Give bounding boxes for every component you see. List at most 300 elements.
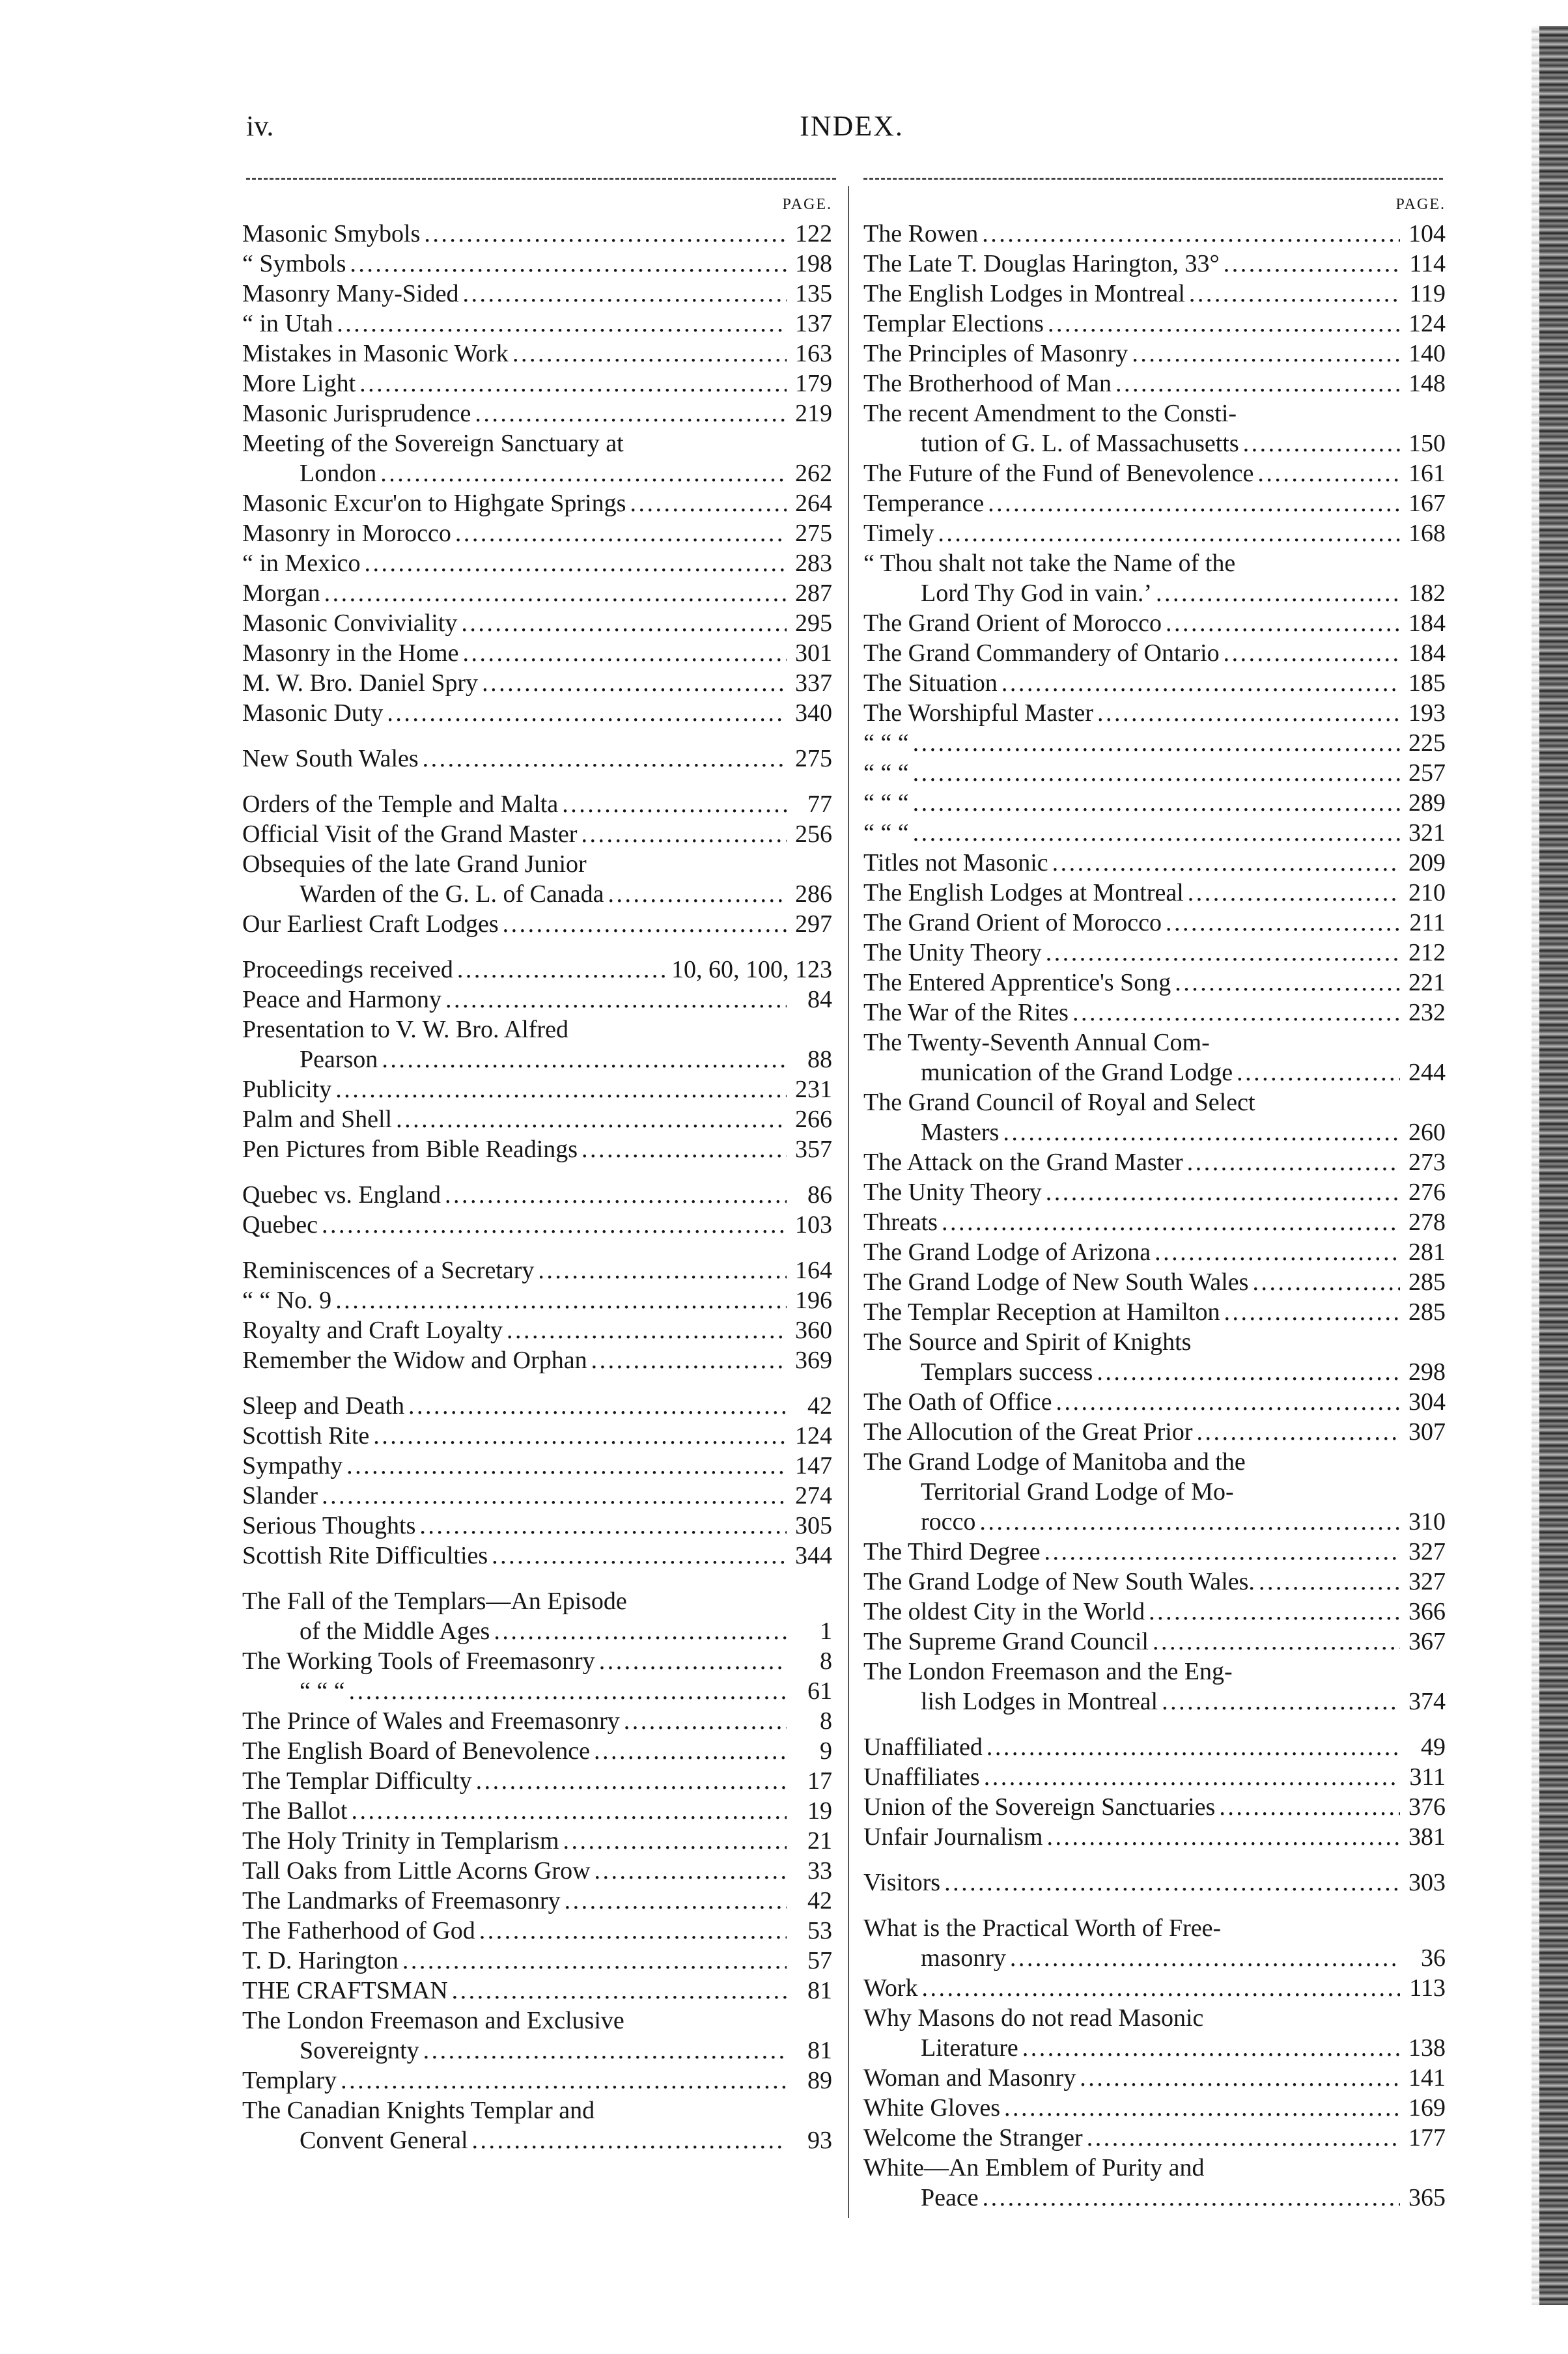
dot-leader xyxy=(1097,1357,1400,1387)
entry-page: 167 xyxy=(1408,490,1446,517)
index-entry xyxy=(863,878,1446,908)
index-entry xyxy=(863,2183,1446,2213)
entry-page: 274 xyxy=(795,1482,832,1509)
entry-page: 321 xyxy=(1408,819,1446,847)
entry-page: 344 xyxy=(795,1542,832,1569)
entry-page: 19 xyxy=(807,1797,832,1825)
entry-page: 286 xyxy=(795,880,832,908)
entry-title: Reminiscences of a Secretary xyxy=(242,1257,535,1284)
dot-leader xyxy=(1080,2063,1400,2093)
entry-title: Templary xyxy=(242,2067,337,2094)
index-entry-line: The Grand Lodge of Manitoba and the xyxy=(863,1448,1246,1476)
dot-leader xyxy=(1097,698,1400,728)
index-entry xyxy=(242,1180,832,1210)
index-entry xyxy=(242,1706,832,1736)
entry-title: “ Symbols xyxy=(242,250,346,277)
entry-page: 283 xyxy=(795,550,832,577)
dot-leader xyxy=(455,518,787,548)
dot-leader xyxy=(979,1507,1400,1537)
entry-page: 196 xyxy=(795,1287,832,1314)
left-header-rule xyxy=(246,178,836,180)
index-entry xyxy=(863,219,1446,249)
dot-leader xyxy=(1001,668,1400,698)
index-entry xyxy=(242,578,832,608)
index-entry xyxy=(863,968,1446,998)
entry-page: 9 xyxy=(820,1737,832,1765)
dot-leader xyxy=(380,458,787,488)
entry-page: 42 xyxy=(807,1887,832,1914)
dot-leader xyxy=(445,1180,787,1210)
entry-title: The Unity Theory xyxy=(863,1179,1042,1206)
index-entry xyxy=(863,1177,1446,1207)
dot-leader xyxy=(475,399,787,428)
entry-page: 135 xyxy=(795,280,832,307)
entry-title: Palm and Shell xyxy=(242,1106,393,1133)
index-entry-line: “ Thou shalt not take the Name of the xyxy=(863,550,1236,577)
index-entry xyxy=(863,1627,1446,1657)
entry-page: 310 xyxy=(1408,1508,1446,1535)
entry-title: Pearson xyxy=(300,1046,378,1073)
entry-title: Timely xyxy=(863,520,934,547)
entry-title: Sympathy xyxy=(242,1452,343,1479)
entry-title: “ “ No. 9 xyxy=(242,1287,332,1314)
index-entry xyxy=(863,698,1446,728)
entry-page: 225 xyxy=(1408,729,1446,757)
entry-title: Proceedings received xyxy=(242,956,453,983)
entry-page: 36 xyxy=(1421,1944,1446,1972)
entry-title: Scottish Rite xyxy=(242,1422,370,1450)
index-entry xyxy=(242,1074,832,1104)
dot-leader xyxy=(1224,638,1400,668)
entry-page: 179 xyxy=(795,370,832,397)
entry-page: 42 xyxy=(807,1392,832,1420)
index-entry-line: The recent Amendment to the Consti- xyxy=(863,400,1237,427)
index-entry-line: What is the Practical Worth of Free- xyxy=(863,1914,1222,1942)
entry-title: Masonic Smybols xyxy=(242,220,421,247)
index-entry-line: The Grand Council of Royal and Select xyxy=(863,1089,1255,1116)
dot-leader xyxy=(365,548,787,578)
index-entry xyxy=(242,744,832,774)
entry-page: 89 xyxy=(807,2067,832,2094)
dot-leader xyxy=(445,985,787,1015)
index-entry xyxy=(242,1391,832,1421)
entry-title: lish Lodges in Montreal xyxy=(921,1688,1158,1715)
index-entry xyxy=(242,548,832,578)
entry-title: Woman and Masonry xyxy=(863,2064,1076,2092)
entry-title: Quebec vs. England xyxy=(242,1181,441,1209)
entry-title: Templar Elections xyxy=(863,310,1044,337)
entry-page: 93 xyxy=(807,2127,832,2154)
dot-leader xyxy=(984,1762,1400,1792)
dot-leader xyxy=(1022,2033,1400,2063)
entry-page: 232 xyxy=(1408,999,1446,1026)
index-entry xyxy=(863,339,1446,369)
index-entry xyxy=(242,1976,832,2006)
entry-title: Lord Thy God in vain.’ xyxy=(921,580,1152,607)
dot-leader xyxy=(402,1946,787,1976)
entry-title: Slander xyxy=(242,1482,318,1509)
page-number: iv. xyxy=(246,110,274,142)
index-entry xyxy=(863,1297,1446,1327)
entry-title: rocco xyxy=(921,1508,976,1535)
index-entry xyxy=(242,879,832,909)
entry-page: 273 xyxy=(1408,1149,1446,1176)
entry-page: 289 xyxy=(1408,789,1446,817)
entry-page: 182 xyxy=(1408,580,1446,607)
index-entry xyxy=(863,1058,1446,1087)
entry-page: 276 xyxy=(1408,1179,1446,1206)
index-entry xyxy=(863,309,1446,339)
entry-page: 257 xyxy=(1408,759,1446,787)
index-entry xyxy=(242,608,832,638)
entry-page: 297 xyxy=(795,910,832,938)
entry-page: 103 xyxy=(795,1211,832,1239)
entry-page: 113 xyxy=(1409,1974,1446,2002)
dot-leader xyxy=(1219,1792,1400,1822)
dot-leader xyxy=(913,728,1400,758)
index-entry xyxy=(863,1687,1446,1716)
dot-leader xyxy=(913,788,1400,818)
entry-title: Literature xyxy=(921,2034,1018,2062)
dot-leader xyxy=(335,1285,787,1315)
dot-leader xyxy=(562,789,787,819)
index-entry-line: The Canadian Knights Templar and xyxy=(242,2097,595,2124)
entry-title: Masonry in the Home xyxy=(242,639,459,667)
entry-page: 264 xyxy=(795,490,832,517)
entry-title: Unaffiliates xyxy=(863,1763,980,1791)
dot-leader xyxy=(423,744,787,774)
index-entry-line: Territorial Grand Lodge of Mo- xyxy=(921,1478,1234,1506)
index-entry xyxy=(242,339,832,369)
entry-page: 124 xyxy=(1408,310,1446,337)
entry-title: The Landmarks of Freemasonry xyxy=(242,1887,561,1914)
index-entry xyxy=(863,1537,1446,1567)
entry-title: Sovereignty xyxy=(300,2037,419,2064)
dot-leader xyxy=(1056,1387,1400,1417)
entry-title: “ in Utah xyxy=(242,310,333,337)
entry-page: 285 xyxy=(1408,1268,1446,1296)
index-entry xyxy=(242,1736,832,1766)
entry-title: The Attack on the Grand Master xyxy=(863,1149,1183,1176)
index-entry xyxy=(242,2066,832,2095)
index-entry xyxy=(863,1762,1446,1792)
entry-title: Temperance xyxy=(863,490,985,517)
entry-title: More Light xyxy=(242,370,356,397)
index-entry xyxy=(242,309,832,339)
index-entry xyxy=(242,279,832,309)
index-entry xyxy=(242,985,832,1015)
entry-title: The Late T. Douglas Harington, 33° xyxy=(863,250,1220,277)
index-entry xyxy=(863,788,1446,818)
dot-leader xyxy=(351,1796,787,1826)
dot-leader xyxy=(913,758,1400,788)
dot-leader xyxy=(322,1481,787,1511)
index-entry xyxy=(863,608,1446,638)
entry-page: 307 xyxy=(1408,1418,1446,1446)
dot-leader xyxy=(913,818,1400,848)
dot-leader xyxy=(1153,1627,1400,1657)
dot-leader xyxy=(335,1074,787,1104)
entry-title: The Third Degree xyxy=(863,1538,1041,1565)
entry-title: Official Visit of the Grand Master xyxy=(242,820,578,848)
dot-leader xyxy=(396,1104,787,1134)
index-entry xyxy=(863,1973,1446,2003)
dot-leader xyxy=(594,1736,787,1766)
index-entry xyxy=(863,1267,1446,1297)
index-entry-line: The London Freemason and Exclusive xyxy=(242,2007,624,2034)
entry-page: 53 xyxy=(807,1917,832,1944)
entry-page: 295 xyxy=(795,610,832,637)
entry-page: 244 xyxy=(1408,1059,1446,1086)
index-entry xyxy=(242,1766,832,1796)
dot-leader xyxy=(482,668,787,698)
index-entry xyxy=(242,1345,832,1375)
dot-leader xyxy=(479,1916,787,1946)
dot-leader xyxy=(538,1255,787,1285)
entry-page: 266 xyxy=(795,1106,832,1133)
dot-leader xyxy=(1197,1417,1401,1447)
index-entry-line: Obsequies of the late Grand Junior xyxy=(242,850,587,878)
dot-leader xyxy=(341,2066,787,2095)
entry-page: 360 xyxy=(795,1317,832,1344)
dot-leader xyxy=(337,309,787,339)
entry-page: 86 xyxy=(807,1181,832,1209)
dot-leader xyxy=(944,1868,1400,1898)
entry-title: The English Lodges at Montreal xyxy=(863,879,1184,906)
entry-title: THE CRAFTSMAN xyxy=(242,1977,448,2004)
dot-leader xyxy=(591,1345,787,1375)
index-entry xyxy=(242,1646,832,1676)
dot-leader xyxy=(1046,1177,1400,1207)
dot-leader xyxy=(1004,2093,1400,2123)
index-entry xyxy=(863,1417,1446,1447)
entry-page: 140 xyxy=(1408,340,1446,367)
entry-page: 212 xyxy=(1408,939,1446,966)
index-entry xyxy=(863,1732,1446,1762)
page-title: INDEX. xyxy=(800,110,904,142)
entry-title: Orders of the Temple and Malta xyxy=(242,791,559,818)
entry-page: 141 xyxy=(1408,2064,1446,2092)
entry-title: Masonic Jurisprudence xyxy=(242,400,471,427)
index-entry xyxy=(242,1676,832,1706)
entry-title: The War of the Rites xyxy=(863,999,1069,1026)
entry-title: The Prince of Wales and Freemasonry xyxy=(242,1707,620,1735)
entry-title: The Fatherhood of God xyxy=(242,1917,475,1944)
dot-leader xyxy=(630,488,787,518)
entry-page: 260 xyxy=(1408,1119,1446,1146)
section-gap xyxy=(863,1852,1446,1868)
section-gap xyxy=(242,1240,832,1255)
dot-leader xyxy=(1188,878,1400,908)
entry-page: 1 xyxy=(820,1618,832,1645)
entry-page: 262 xyxy=(795,460,832,487)
entry-page: 33 xyxy=(807,1857,832,1885)
index-entry xyxy=(242,638,832,668)
entry-title: The Working Tools of Freemasonry xyxy=(242,1647,595,1675)
index-entry xyxy=(242,488,832,518)
dot-leader xyxy=(1259,1567,1400,1597)
dot-leader xyxy=(1046,938,1400,968)
dot-leader xyxy=(921,1973,1400,2003)
dot-leader xyxy=(581,1134,787,1164)
entry-title: “ “ “ xyxy=(863,819,909,847)
entry-title: The Situation xyxy=(863,669,998,697)
index-entry xyxy=(863,1147,1446,1177)
entry-page: 168 xyxy=(1408,520,1446,547)
left-column xyxy=(242,190,832,2155)
dot-leader xyxy=(419,1511,787,1541)
entry-page: 61 xyxy=(807,1677,832,1705)
dot-leader xyxy=(1044,1537,1400,1567)
entry-title: “ “ “ xyxy=(300,1677,345,1705)
entry-title: The English Board of Benevolence xyxy=(242,1737,590,1765)
index-entry xyxy=(242,1044,832,1074)
index-entry xyxy=(242,399,832,428)
entry-page: 150 xyxy=(1408,430,1446,457)
index-entry xyxy=(242,1946,832,1976)
entry-page: 184 xyxy=(1408,639,1446,667)
entry-page: 164 xyxy=(795,1257,832,1284)
index-entry xyxy=(242,955,832,985)
index-entry xyxy=(242,668,832,698)
entry-page: 119 xyxy=(1409,280,1446,307)
index-entry xyxy=(863,998,1446,1028)
index-entry xyxy=(242,2125,832,2155)
right-header-rule xyxy=(863,178,1443,180)
entry-title: Masonry Many-Sided xyxy=(242,280,459,307)
dot-leader xyxy=(373,1421,787,1451)
entry-title: Sleep and Death xyxy=(242,1392,405,1420)
dot-leader xyxy=(1166,608,1400,638)
entry-title: London xyxy=(300,460,377,487)
index-entry xyxy=(863,518,1446,548)
entry-page: 124 xyxy=(795,1422,832,1450)
entry-title: Scottish Rite Difficulties xyxy=(242,1542,488,1569)
entry-page: 327 xyxy=(1408,1568,1446,1595)
entry-title: munication of the Grand Lodge xyxy=(921,1059,1233,1086)
entry-page: 184 xyxy=(1408,610,1446,637)
entry-title: The Supreme Grand Council xyxy=(863,1628,1149,1655)
section-gap xyxy=(242,1571,832,1586)
entry-page: 367 xyxy=(1408,1628,1446,1655)
entry-page: 84 xyxy=(807,986,832,1013)
entry-title: The Worshipful Master xyxy=(863,699,1093,727)
dot-leader xyxy=(1052,848,1400,878)
index-entry xyxy=(863,1507,1446,1537)
entry-title: Unfair Journalism xyxy=(863,1823,1043,1851)
index-entry xyxy=(242,1856,832,1886)
dot-leader xyxy=(1115,369,1400,399)
dot-leader xyxy=(423,2036,787,2066)
entry-page: 337 xyxy=(795,669,832,697)
dot-leader xyxy=(349,1676,787,1706)
dot-leader xyxy=(1187,1147,1400,1177)
index-entry xyxy=(242,1541,832,1571)
entry-page: 256 xyxy=(795,820,832,848)
dot-leader xyxy=(983,2183,1400,2213)
entry-title: M. W. Bro. Daniel Spry xyxy=(242,669,479,697)
dot-leader xyxy=(581,819,787,849)
dot-leader xyxy=(1166,908,1400,938)
index-entry xyxy=(863,1822,1446,1852)
index-entry xyxy=(242,249,832,279)
dot-leader xyxy=(350,249,787,279)
dot-leader xyxy=(563,1826,787,1856)
dot-leader xyxy=(1162,1687,1400,1716)
dot-leader xyxy=(1149,1597,1400,1627)
index-entry xyxy=(863,1597,1446,1627)
entry-title: The Unity Theory xyxy=(863,939,1042,966)
dot-leader xyxy=(595,1856,787,1886)
entry-page: 211 xyxy=(1409,909,1446,936)
dot-leader xyxy=(461,608,787,638)
entry-page: 311 xyxy=(1409,1763,1446,1791)
entry-page: 193 xyxy=(1408,699,1446,727)
index-entry-line: White—An Emblem of Purity and xyxy=(863,2154,1205,2181)
entry-page: 147 xyxy=(795,1452,832,1479)
entry-title: The Grand Orient of Morocco xyxy=(863,610,1162,637)
index-entry xyxy=(863,1868,1446,1898)
index-entry xyxy=(242,1104,832,1134)
entry-page: 21 xyxy=(807,1827,832,1855)
dot-leader xyxy=(452,1976,787,2006)
dot-leader xyxy=(987,1732,1400,1762)
index-entry xyxy=(242,1255,832,1285)
entry-title: The Ballot xyxy=(242,1797,348,1825)
index-entry xyxy=(863,2033,1446,2063)
entry-title: Unaffiliated xyxy=(863,1733,983,1761)
entry-title: Tall Oaks from Little Acorns Grow xyxy=(242,1857,591,1885)
entry-title: Our Earliest Craft Lodges xyxy=(242,910,499,938)
dot-leader xyxy=(359,369,787,399)
entry-title: The Entered Apprentice's Song xyxy=(863,969,1171,996)
entry-page: 8 xyxy=(820,1647,832,1675)
page-column-heading: PAGE. xyxy=(782,196,832,213)
entry-title: Templars success xyxy=(921,1358,1093,1386)
dot-leader xyxy=(457,955,667,985)
dot-leader xyxy=(938,518,1400,548)
index-entry xyxy=(863,1117,1446,1147)
index-entry xyxy=(242,1285,832,1315)
dot-leader xyxy=(472,2125,787,2155)
entry-page: 169 xyxy=(1408,2094,1446,2122)
entry-title: “ “ “ xyxy=(863,789,909,817)
dot-leader xyxy=(565,1886,787,1916)
index-entry xyxy=(863,848,1446,878)
entry-title: The Templar Reception at Hamilton xyxy=(863,1298,1220,1326)
index-entry xyxy=(863,818,1446,848)
entry-page: 138 xyxy=(1408,2034,1446,2062)
entry-page: 10, 60, 100, 123 xyxy=(671,956,832,983)
index-entry xyxy=(242,1916,832,1946)
index-entry xyxy=(242,1134,832,1164)
dot-leader xyxy=(382,1044,787,1074)
entry-title: The Brotherhood of Man xyxy=(863,370,1112,397)
entry-page: 304 xyxy=(1408,1388,1446,1416)
dot-leader xyxy=(462,638,787,668)
entry-title: The Grand Commandery of Ontario xyxy=(863,639,1220,667)
dot-leader xyxy=(942,1207,1400,1237)
index-entry xyxy=(242,1511,832,1541)
entry-page: 114 xyxy=(1409,250,1446,277)
section-gap xyxy=(242,939,832,955)
index-entry xyxy=(863,2093,1446,2123)
entry-page: 298 xyxy=(1408,1358,1446,1386)
dot-leader xyxy=(503,909,787,939)
dot-leader xyxy=(608,879,787,909)
entry-page: 185 xyxy=(1408,669,1446,697)
entry-page: 77 xyxy=(807,791,832,818)
